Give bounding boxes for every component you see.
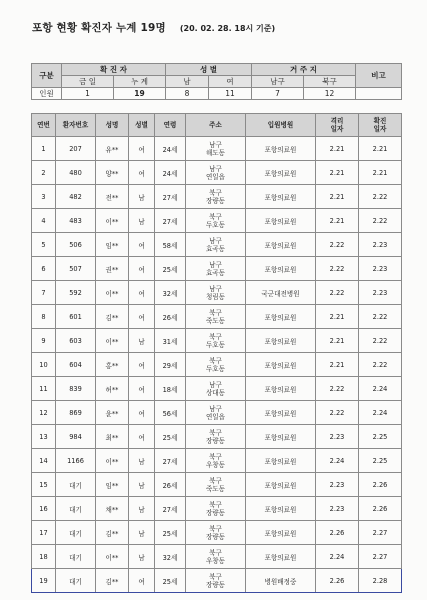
cell-name: 윤**	[96, 401, 129, 425]
cell-sex: 여	[129, 425, 155, 449]
as-of-date: (20. 02. 28. 18시 기준)	[179, 24, 276, 33]
cell-no: 18	[32, 545, 56, 569]
cell-age: 29세	[155, 353, 186, 377]
cell-confirm-date: 2.25	[359, 425, 402, 449]
cell-hospital: 국군대전병원	[246, 281, 316, 305]
cell-age: 32세	[155, 281, 186, 305]
cell-patient-id: 592	[56, 281, 96, 305]
address-dong: 장량동	[205, 436, 226, 445]
summary-header-kubun: 구분	[32, 64, 62, 88]
cell-isolation-date: 2.24	[316, 449, 359, 473]
cell-sex: 남	[129, 329, 155, 353]
header-age: 연령	[155, 114, 186, 137]
table-row	[32, 497, 402, 521]
cell-confirm-date: 2.28	[359, 569, 402, 593]
address-district: 북구	[209, 524, 222, 533]
cell-name: 유**	[96, 137, 129, 161]
cell-age: 24세	[155, 161, 186, 185]
cell-name: 채**	[96, 497, 129, 521]
cell-patient-id: 482	[56, 185, 96, 209]
table-row	[32, 209, 402, 233]
address-district: 북구	[209, 476, 222, 485]
address-dong: 장량동	[205, 532, 226, 541]
cell-sex: 여	[129, 257, 155, 281]
cell-confirm-date: 2.25	[359, 449, 402, 473]
address-dong: 죽도동	[205, 484, 226, 493]
table-row	[32, 473, 402, 497]
cell-patient-id: 대기	[56, 497, 96, 521]
summary-sub-male: 남	[166, 76, 209, 88]
cell-no: 4	[32, 209, 56, 233]
cell-no: 19	[32, 569, 56, 593]
cell-address	[186, 449, 246, 473]
cell-name: 김**	[96, 569, 129, 593]
cell-age: 24세	[155, 137, 186, 161]
cell-age: 27세	[155, 209, 186, 233]
table-row	[32, 281, 402, 305]
cell-no: 12	[32, 401, 56, 425]
table-row	[32, 161, 402, 185]
cell-hospital: 포항의료원	[246, 209, 316, 233]
table-row	[32, 329, 402, 353]
summary-sub-bukgu: 북구	[304, 76, 356, 88]
cell-age: 27세	[155, 185, 186, 209]
page-title: 포항 현황 확진자 누계 19명	[32, 22, 166, 34]
cell-hospital: 포항의료원	[246, 449, 316, 473]
cell-no: 6	[32, 257, 56, 281]
cell-no: 17	[32, 521, 56, 545]
cell-no: 1	[32, 137, 56, 161]
cell-patient-id: 869	[56, 401, 96, 425]
summary-bukgu-value: 12	[304, 88, 356, 100]
cell-address	[186, 401, 246, 425]
table-body	[32, 137, 402, 593]
cell-isolation-date: 2.21	[316, 305, 359, 329]
cell-name: 이**	[96, 329, 129, 353]
cell-confirm-date: 2.26	[359, 473, 402, 497]
cell-confirm-date: 2.27	[359, 545, 402, 569]
table-row	[32, 425, 402, 449]
summary-note-value	[356, 88, 402, 100]
cell-name: 김**	[96, 305, 129, 329]
cell-name: 김**	[96, 521, 129, 545]
cell-age: 25세	[155, 257, 186, 281]
address-district: 남구	[209, 260, 222, 269]
header-isolation-date: 격리 일자	[316, 114, 359, 137]
cell-age: 25세	[155, 521, 186, 545]
cell-hospital: 포항의료원	[246, 257, 316, 281]
cell-sex: 남	[129, 521, 155, 545]
cell-confirm-date: 2.22	[359, 353, 402, 377]
summary-total-value: 19	[114, 88, 166, 100]
address-dong: 효곡동	[205, 268, 226, 277]
cell-sex: 남	[129, 185, 155, 209]
table-row	[32, 137, 402, 161]
cell-isolation-date: 2.21	[316, 329, 359, 353]
cell-isolation-date: 2.21	[316, 353, 359, 377]
cell-patient-id: 1166	[56, 449, 96, 473]
cell-confirm-date: 2.26	[359, 497, 402, 521]
cell-confirm-date: 2.24	[359, 377, 402, 401]
cell-address	[186, 281, 246, 305]
summary-header-gender: 성 별	[166, 64, 252, 76]
cell-isolation-date: 2.22	[316, 233, 359, 257]
address-dong: 우창동	[205, 556, 226, 565]
summary-female-value: 11	[209, 88, 252, 100]
cell-address	[186, 329, 246, 353]
cell-no: 2	[32, 161, 56, 185]
cell-confirm-date: 2.23	[359, 257, 402, 281]
cell-patient-id: 대기	[56, 473, 96, 497]
table-row	[32, 569, 402, 593]
address-district: 북구	[209, 212, 222, 221]
cell-name: 이**	[96, 209, 129, 233]
cell-age: 27세	[155, 497, 186, 521]
header-confirm-date: 확진 일자	[359, 114, 402, 137]
cell-address	[186, 353, 246, 377]
cell-address	[186, 233, 246, 257]
cell-age: 25세	[155, 569, 186, 593]
cell-patient-id: 483	[56, 209, 96, 233]
address-district: 북구	[209, 332, 222, 341]
cell-patient-id: 대기	[56, 569, 96, 593]
cell-isolation-date: 2.22	[316, 257, 359, 281]
address-dong: 두호동	[205, 340, 226, 349]
header-patient-id: 환자번호	[56, 114, 96, 137]
cell-sex: 여	[129, 137, 155, 161]
cell-no: 11	[32, 377, 56, 401]
cell-isolation-date: 2.22	[316, 377, 359, 401]
address-dong: 우창동	[205, 460, 226, 469]
cell-patient-id: 207	[56, 137, 96, 161]
cell-address	[186, 569, 246, 593]
address-district: 남구	[209, 164, 222, 173]
cell-isolation-date: 2.23	[316, 473, 359, 497]
cell-no: 16	[32, 497, 56, 521]
cell-patient-id: 480	[56, 161, 96, 185]
header-name: 성명	[96, 114, 129, 137]
cell-isolation-date: 2.22	[316, 401, 359, 425]
cell-age: 31세	[155, 329, 186, 353]
address-district: 북구	[209, 500, 222, 509]
header-hospital: 입원병원	[246, 114, 316, 137]
table-row	[32, 521, 402, 545]
cell-name: 양**	[96, 161, 129, 185]
cell-address	[186, 185, 246, 209]
address-district: 북구	[209, 308, 222, 317]
table-row	[32, 545, 402, 569]
cell-sex: 남	[129, 545, 155, 569]
cell-isolation-date: 2.21	[316, 209, 359, 233]
cell-hospital: 포항의료원	[246, 473, 316, 497]
cell-no: 13	[32, 425, 56, 449]
cell-name: 허**	[96, 377, 129, 401]
cell-name: 이**	[96, 449, 129, 473]
cell-hospital: 포항의료원	[246, 233, 316, 257]
cell-address	[186, 377, 246, 401]
summary-header-note: 비고	[356, 64, 402, 88]
address-dong: 장량동	[205, 580, 226, 589]
cell-address	[186, 257, 246, 281]
cell-isolation-date: 2.22	[316, 281, 359, 305]
address-district: 남구	[209, 284, 222, 293]
table-row	[32, 257, 402, 281]
cell-no: 9	[32, 329, 56, 353]
cell-confirm-date: 2.21	[359, 161, 402, 185]
cell-sex: 여	[129, 233, 155, 257]
address-district: 북구	[209, 428, 222, 437]
cell-hospital: 포항의료원	[246, 161, 316, 185]
cell-no: 3	[32, 185, 56, 209]
cell-hospital: 포항의료원	[246, 305, 316, 329]
cell-hospital: 포항의료원	[246, 545, 316, 569]
summary-row-label: 인원	[32, 88, 62, 100]
cell-name: 권**	[96, 257, 129, 281]
cell-confirm-date: 2.22	[359, 185, 402, 209]
cell-patient-id: 대기	[56, 521, 96, 545]
cell-confirm-date: 2.23	[359, 281, 402, 305]
cell-address	[186, 161, 246, 185]
cell-name: 이**	[96, 545, 129, 569]
cell-patient-id: 601	[56, 305, 96, 329]
cell-sex: 여	[129, 161, 155, 185]
address-dong: 청림동	[205, 292, 226, 301]
cell-patient-id: 603	[56, 329, 96, 353]
table-row	[32, 377, 402, 401]
address-dong: 두호동	[205, 364, 226, 373]
address-dong: 죽도동	[205, 316, 226, 325]
address-dong: 장량동	[205, 508, 226, 517]
cell-address	[186, 473, 246, 497]
cell-confirm-date: 2.22	[359, 329, 402, 353]
cell-age: 18세	[155, 377, 186, 401]
summary-header-residence: 거 주 지	[252, 64, 356, 76]
cell-sex: 남	[129, 449, 155, 473]
cell-name: 임**	[96, 473, 129, 497]
cell-age: 27세	[155, 449, 186, 473]
cell-hospital: 포항의료원	[246, 137, 316, 161]
address-district: 북구	[209, 452, 222, 461]
table-row	[32, 305, 402, 329]
cell-patient-id: 604	[56, 353, 96, 377]
cell-address	[186, 305, 246, 329]
summary-sub-today: 금 일	[62, 76, 114, 88]
cell-address	[186, 209, 246, 233]
cell-address	[186, 521, 246, 545]
cell-isolation-date: 2.21	[316, 185, 359, 209]
cell-no: 10	[32, 353, 56, 377]
cell-age: 58세	[155, 233, 186, 257]
cell-no: 14	[32, 449, 56, 473]
cell-name: 이**	[96, 281, 129, 305]
cell-patient-id: 839	[56, 377, 96, 401]
address-dong: 효곡동	[205, 244, 226, 253]
summary-header-confirmed: 확 진 자	[62, 64, 166, 76]
table-row	[32, 353, 402, 377]
address-district: 남구	[209, 380, 222, 389]
cell-sex: 여	[129, 401, 155, 425]
cell-sex: 여	[129, 569, 155, 593]
address-district: 북구	[209, 356, 222, 365]
cell-age: 32세	[155, 545, 186, 569]
cell-name: 홍**	[96, 353, 129, 377]
cell-hospital: 포항의료원	[246, 185, 316, 209]
cell-hospital: 포항의료원	[246, 353, 316, 377]
cell-address	[186, 425, 246, 449]
cell-no: 7	[32, 281, 56, 305]
cell-isolation-date: 2.21	[316, 161, 359, 185]
address-dong: 연일읍	[205, 412, 226, 421]
cell-sex: 여	[129, 353, 155, 377]
address-district: 남구	[209, 140, 222, 149]
cell-hospital: 병원배정중	[246, 569, 316, 593]
summary-male-value: 8	[166, 88, 209, 100]
cell-age: 56세	[155, 401, 186, 425]
cell-sex: 남	[129, 209, 155, 233]
cell-sex: 여	[129, 281, 155, 305]
summary-sub-namgu: 남구	[252, 76, 304, 88]
cell-name: 전**	[96, 185, 129, 209]
cell-address	[186, 137, 246, 161]
cell-confirm-date: 2.22	[359, 305, 402, 329]
cell-confirm-date: 2.22	[359, 209, 402, 233]
cell-hospital: 포항의료원	[246, 377, 316, 401]
address-dong: 두호동	[205, 220, 226, 229]
cell-hospital: 포항의료원	[246, 497, 316, 521]
cell-isolation-date: 2.23	[316, 425, 359, 449]
cell-sex: 여	[129, 377, 155, 401]
cell-hospital: 포항의료원	[246, 329, 316, 353]
cell-isolation-date: 2.26	[316, 521, 359, 545]
cell-age: 26세	[155, 473, 186, 497]
table-row	[32, 233, 402, 257]
patient-table	[31, 113, 402, 593]
header-sex: 성별	[129, 114, 155, 137]
address-dong: 장량동	[205, 196, 226, 205]
address-district: 북구	[209, 548, 222, 557]
cell-confirm-date: 2.21	[359, 137, 402, 161]
cell-patient-id: 984	[56, 425, 96, 449]
cell-patient-id: 506	[56, 233, 96, 257]
cell-confirm-date: 2.23	[359, 233, 402, 257]
cell-address	[186, 545, 246, 569]
cell-age: 25세	[155, 425, 186, 449]
header-address: 주소	[186, 114, 246, 137]
table-row	[32, 449, 402, 473]
address-district: 북구	[209, 572, 222, 581]
summary-today-value: 1	[62, 88, 114, 100]
cell-patient-id: 대기	[56, 545, 96, 569]
cell-no: 5	[32, 233, 56, 257]
table-row	[32, 401, 402, 425]
summary-sub-total: 누 계	[114, 76, 166, 88]
title-row	[32, 20, 412, 38]
summary-namgu-value: 7	[252, 88, 304, 100]
cell-isolation-date: 2.23	[316, 497, 359, 521]
cell-name: 최**	[96, 425, 129, 449]
address-dong: 해도동	[205, 148, 226, 157]
cell-isolation-date: 2.26	[316, 569, 359, 593]
summary-table	[31, 63, 402, 100]
cell-confirm-date: 2.27	[359, 521, 402, 545]
cell-sex: 남	[129, 497, 155, 521]
address-district: 남구	[209, 404, 222, 413]
summary-sub-female: 여	[209, 76, 252, 88]
cell-patient-id: 507	[56, 257, 96, 281]
address-district: 북구	[209, 188, 222, 197]
address-district: 남구	[209, 236, 222, 245]
table-header-row	[32, 114, 402, 137]
cell-name: 임**	[96, 233, 129, 257]
cell-sex: 남	[129, 473, 155, 497]
cell-hospital: 포항의료원	[246, 425, 316, 449]
header-no: 연번	[32, 114, 56, 137]
cell-sex: 여	[129, 305, 155, 329]
cell-confirm-date: 2.24	[359, 401, 402, 425]
table-row	[32, 185, 402, 209]
cell-address	[186, 497, 246, 521]
cell-isolation-date: 2.24	[316, 545, 359, 569]
cell-no: 15	[32, 473, 56, 497]
address-dong: 상대동	[205, 388, 226, 397]
cell-hospital: 포항의료원	[246, 401, 316, 425]
cell-isolation-date: 2.21	[316, 137, 359, 161]
cell-hospital: 포항의료원	[246, 521, 316, 545]
cell-no: 8	[32, 305, 56, 329]
cell-age: 26세	[155, 305, 186, 329]
address-dong: 연일읍	[205, 172, 226, 181]
